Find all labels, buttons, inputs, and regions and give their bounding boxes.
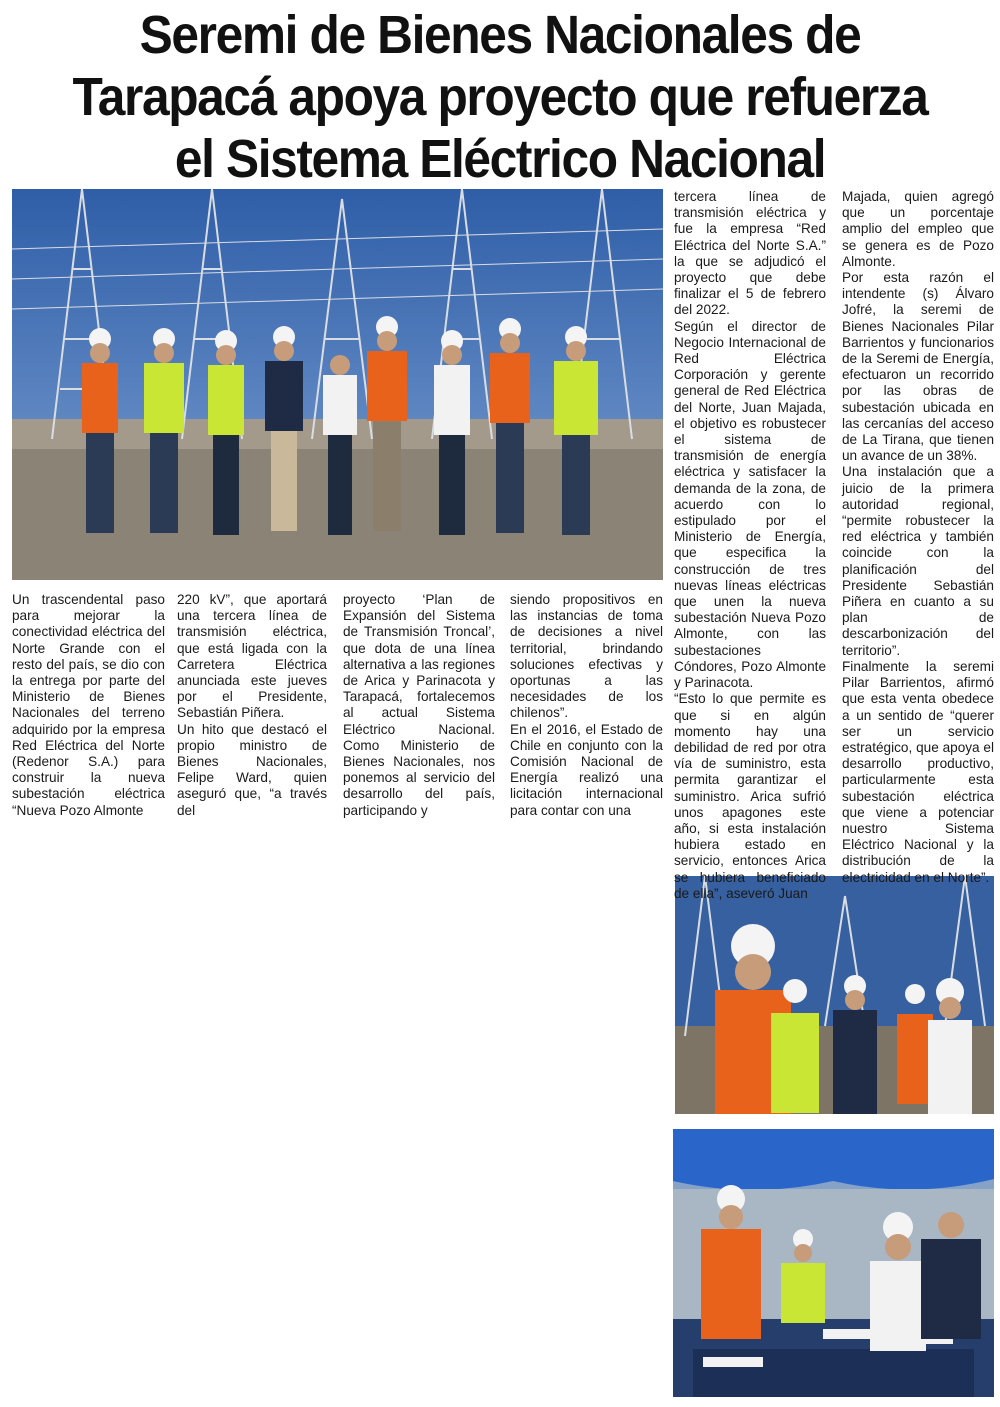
paragraph: En el 2016, el Estado de Chile en conjunto con la Comisión Nacional de Energía realizó una licitación internacional para contar con una bbox=[510, 721, 663, 818]
headline-line-2: Tarapacá apoya proyecto que refuerza bbox=[72, 67, 928, 127]
text-column-4 bbox=[510, 592, 663, 819]
paragraph: Una instalación que a juicio de la primera autoridad regional, “permite robustecer la red eléctrica y también coincide con la planificación del Presidente Sebastián Piñera en cuanto a su plan de descarbonización del territorio”. bbox=[842, 464, 994, 658]
text-column-1 bbox=[12, 592, 165, 819]
headline-line-1: Seremi de Bienes Nacionales de bbox=[139, 5, 861, 65]
paragraph: “Esto lo que permite es que si en algún momento hay una debilidad de red por otra vía de suministro, esta permita garantizar el suministro. Arica sufrió unos apagones este año, si esta instalación hubiera estado en servicio, entonces Arica se hubiera beneficiado de ella”, aseveró Juan bbox=[674, 691, 826, 901]
paragraph: Según el director de Negocio Internacional de Red Eléctrica Corporación y gerente general de Red Eléctrica del Norte, Juan Majada, el objetivo es robustecer el sistema de transmisión de energía eléctrica y satisfacer la demanda de la zona, de acuerdo con lo estipulado por el Ministerio de Energía, que especifica la construcción de tres nuevas líneas eléctricas que unen la nueva subestación Nueva Pozo Almonte, con las subestaciones Cóndores, Pozo Almonte y Parinacota. bbox=[674, 318, 826, 691]
main-photo-group-substation bbox=[12, 189, 663, 580]
text-column-2 bbox=[177, 592, 327, 819]
paragraph: Un hito que destacó el propio ministro de Bienes Nacionales, Felipe Ward, quien aseguró que, “a través del bbox=[177, 721, 327, 818]
text-column-6 bbox=[842, 189, 994, 886]
paragraph: tercera línea de transmisión eléctrica y fue la empresa “Red Eléctrica del Norte S.A.” la que se adjudicó el proyecto que debe finalizar el 5 de febrero del 2022. bbox=[674, 189, 826, 318]
text-column-5 bbox=[674, 189, 826, 902]
text-column-3 bbox=[343, 592, 495, 819]
headline-line-3: el Sistema Eléctrico Nacional bbox=[174, 129, 826, 189]
paragraph: Finalmente la seremi Pilar Barrientos, afirmó que esta venta obedece a un sentido de “querer ser un servicio estratégico, que apoya el desarrollo productivo, particularmente esta subestación eléctrica que viene a potenciar nuestro Sistema Eléctrico Nacional y la distribución de la electricidad en el Norte”. bbox=[842, 658, 994, 885]
paragraph: Por esta razón el intendente (s) Álvaro Jofré, la seremi de Bienes Nacionales Pilar Barrientos y funcionarios de la Seremi de Energía, efectuaron un recorrido por las obras de subestación ubicada en las cercanías del acceso de La Tirana, que tienen un avance de un 38%. bbox=[842, 270, 994, 464]
headline bbox=[49, 4, 951, 190]
paragraph: Majada, quien agregó que un porcentaje amplio del empleo que se genera es de Pozo Almonte. bbox=[842, 189, 994, 269]
photo-tour-workers bbox=[675, 876, 994, 1114]
paragraph: Un trascendental paso para mejorar la conectividad eléctrica del Norte Grande con el resto del país, se dio con la entrega por parte del Ministerio de Bienes Nacionales del terreno adquirido por la empresa Red Eléctrica del Norte (Redenor S.A.) para construir la nueva subestación eléctrica “Nueva Pozo Almonte bbox=[12, 592, 165, 818]
paragraph: siendo propositivos en las instancias de toma de decisiones a nivel territorial, brindando soluciones efectivas y oportunas a las necesidades de los chilenos”. bbox=[510, 592, 663, 721]
paragraph: proyecto ‘Plan de Expansión del Sistema de Transmisión Troncal’, que dota de una línea alternativa a las regiones de Arica y Parinacota y Tarapacá, fortalecemos al actual Sistema Eléctrico Nacional. Como Ministerio de Bienes Nacionales, nos ponemos al servicio del desarrollo del país, participando y bbox=[343, 592, 495, 818]
photo-signing-ceremony bbox=[673, 1129, 994, 1397]
paragraph: 220 kV”, que aportará una tercera línea de transmisión eléctrica, que está ligada con la Carretera Eléctrica anunciada este jueves por el Presidente, Sebastián Piñera. bbox=[177, 592, 327, 721]
